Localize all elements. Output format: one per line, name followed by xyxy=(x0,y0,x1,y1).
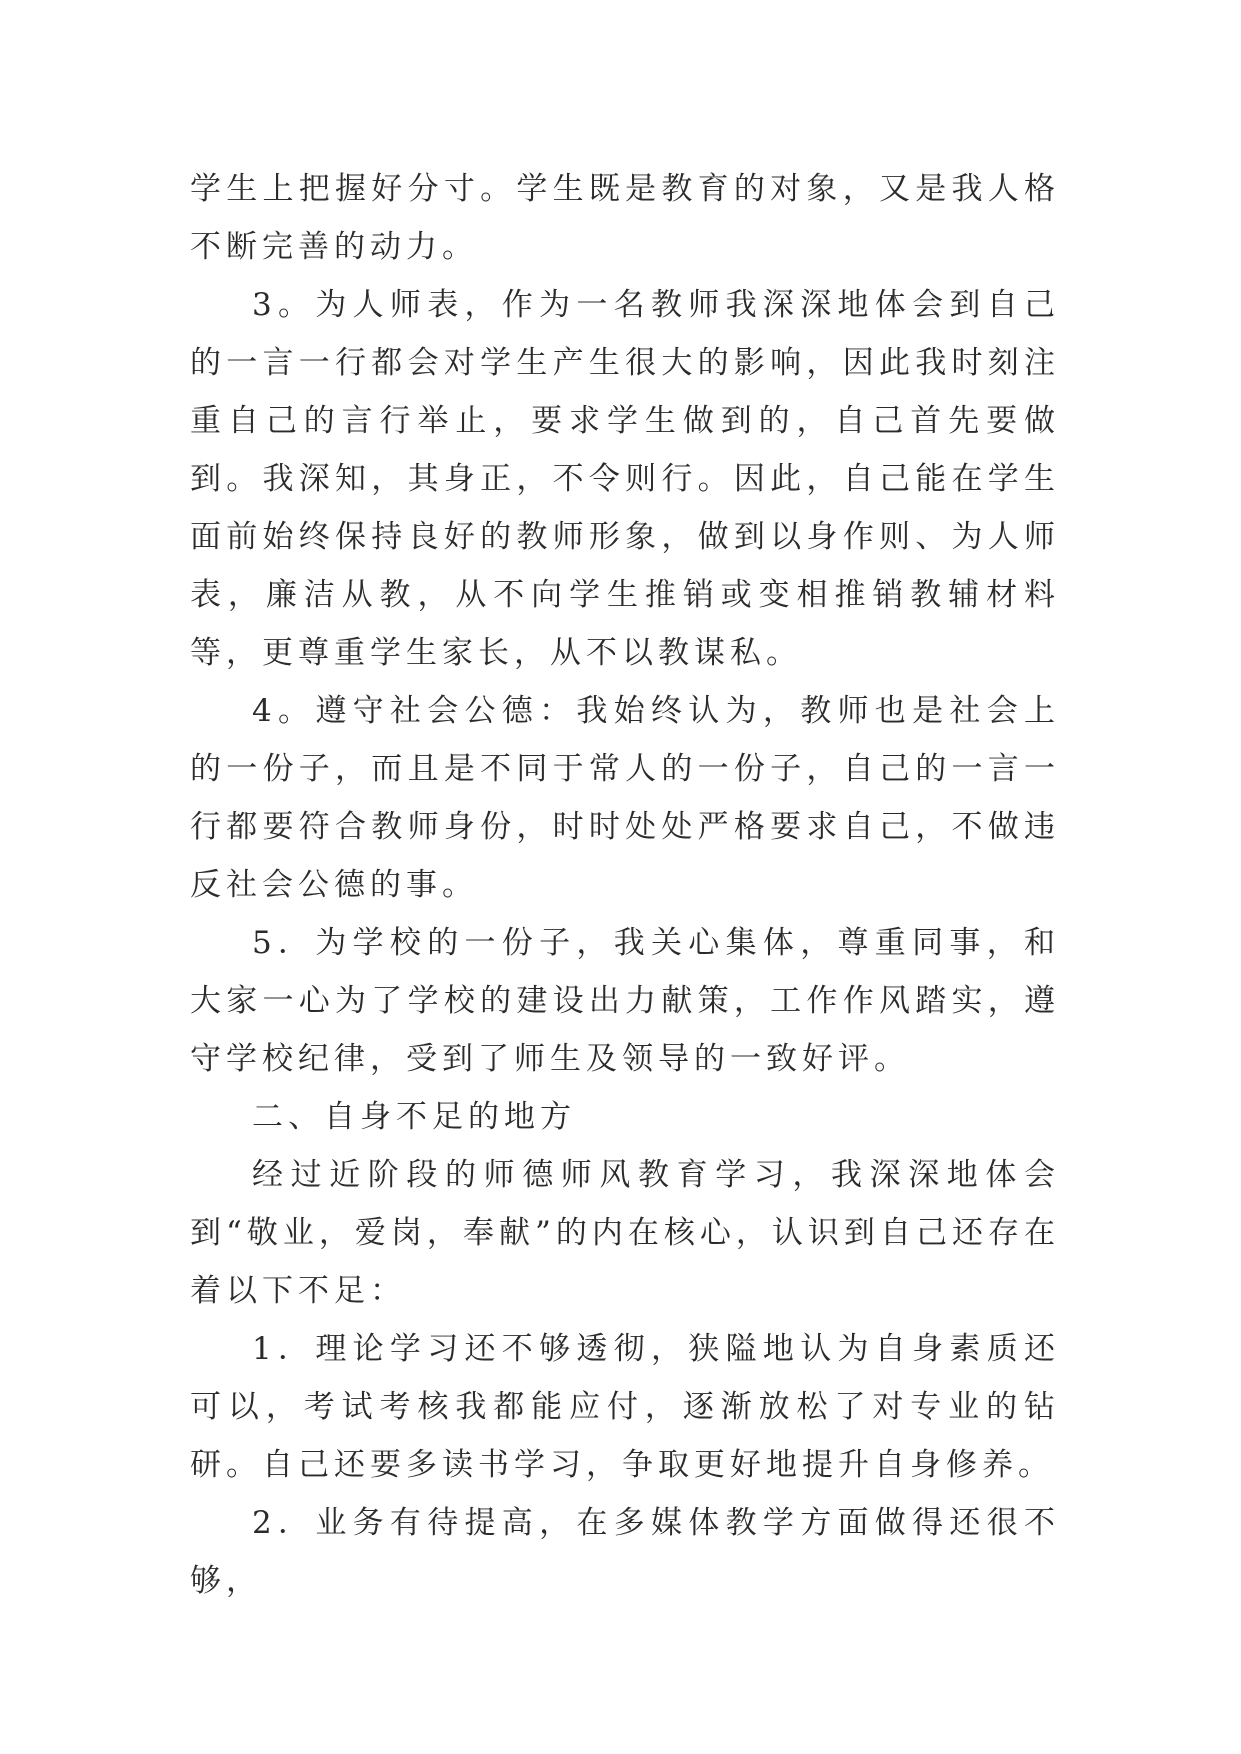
paragraph-intro-shortcomings: 经过近阶段的师德师风教育学习，我深深地体会到“敬业，爱岗，奉献”的内在核心，认识到自己还存在着以下不足： xyxy=(190,1157,1060,1309)
paragraph-item-3: 3。为人师表，作为一名教师我深深地体会到自己的一言一行都会对学生产生很大的影响，因此我时刻注重自己的言行举止，要求学生做到的，自己首先要做到。我深知，其身正，不令则行。因此，自己能在学生面前始终保持良好的教师形象，做到以身作则、为人师表，廉洁从教，从不向学生推销或变相推销教辅材料等，更尊重学生家长，从不以教谋私。 xyxy=(190,287,1060,671)
paragraph-shortcoming-2: 2．业务有待提高，在多媒体教学方面做得还很不够， xyxy=(190,1505,1060,1599)
paragraph-continuation: 学生上把握好分寸。学生既是教育的对象，又是我人格不断完善的动力。 xyxy=(190,171,1060,265)
paragraph-shortcoming-1: 1．理论学习还不够透彻，狭隘地认为自身素质还可以，考试考核我都能应付，逐渐放松了对专业的钻研。自己还要多读书学习，争取更好地提升自身修养。 xyxy=(190,1331,1060,1483)
paragraph-item-5: 5．为学校的一份子，我关心集体，尊重同事，和大家一心为了学校的建设出力献策，工作作风踏实，遵守学校纪律，受到了师生及领导的一致好评。 xyxy=(190,925,1060,1077)
section-heading-shortcomings: 二、自身不足的地方 xyxy=(252,1099,576,1135)
document-body xyxy=(190,160,1060,1610)
paragraph-item-4: 4。遵守社会公德：我始终认为，教师也是社会上的一份子，而且是不同于常人的一份子，自己的一言一行都要符合教师身份，时时处处严格要求自己，不做违反社会公德的事。 xyxy=(190,693,1060,903)
